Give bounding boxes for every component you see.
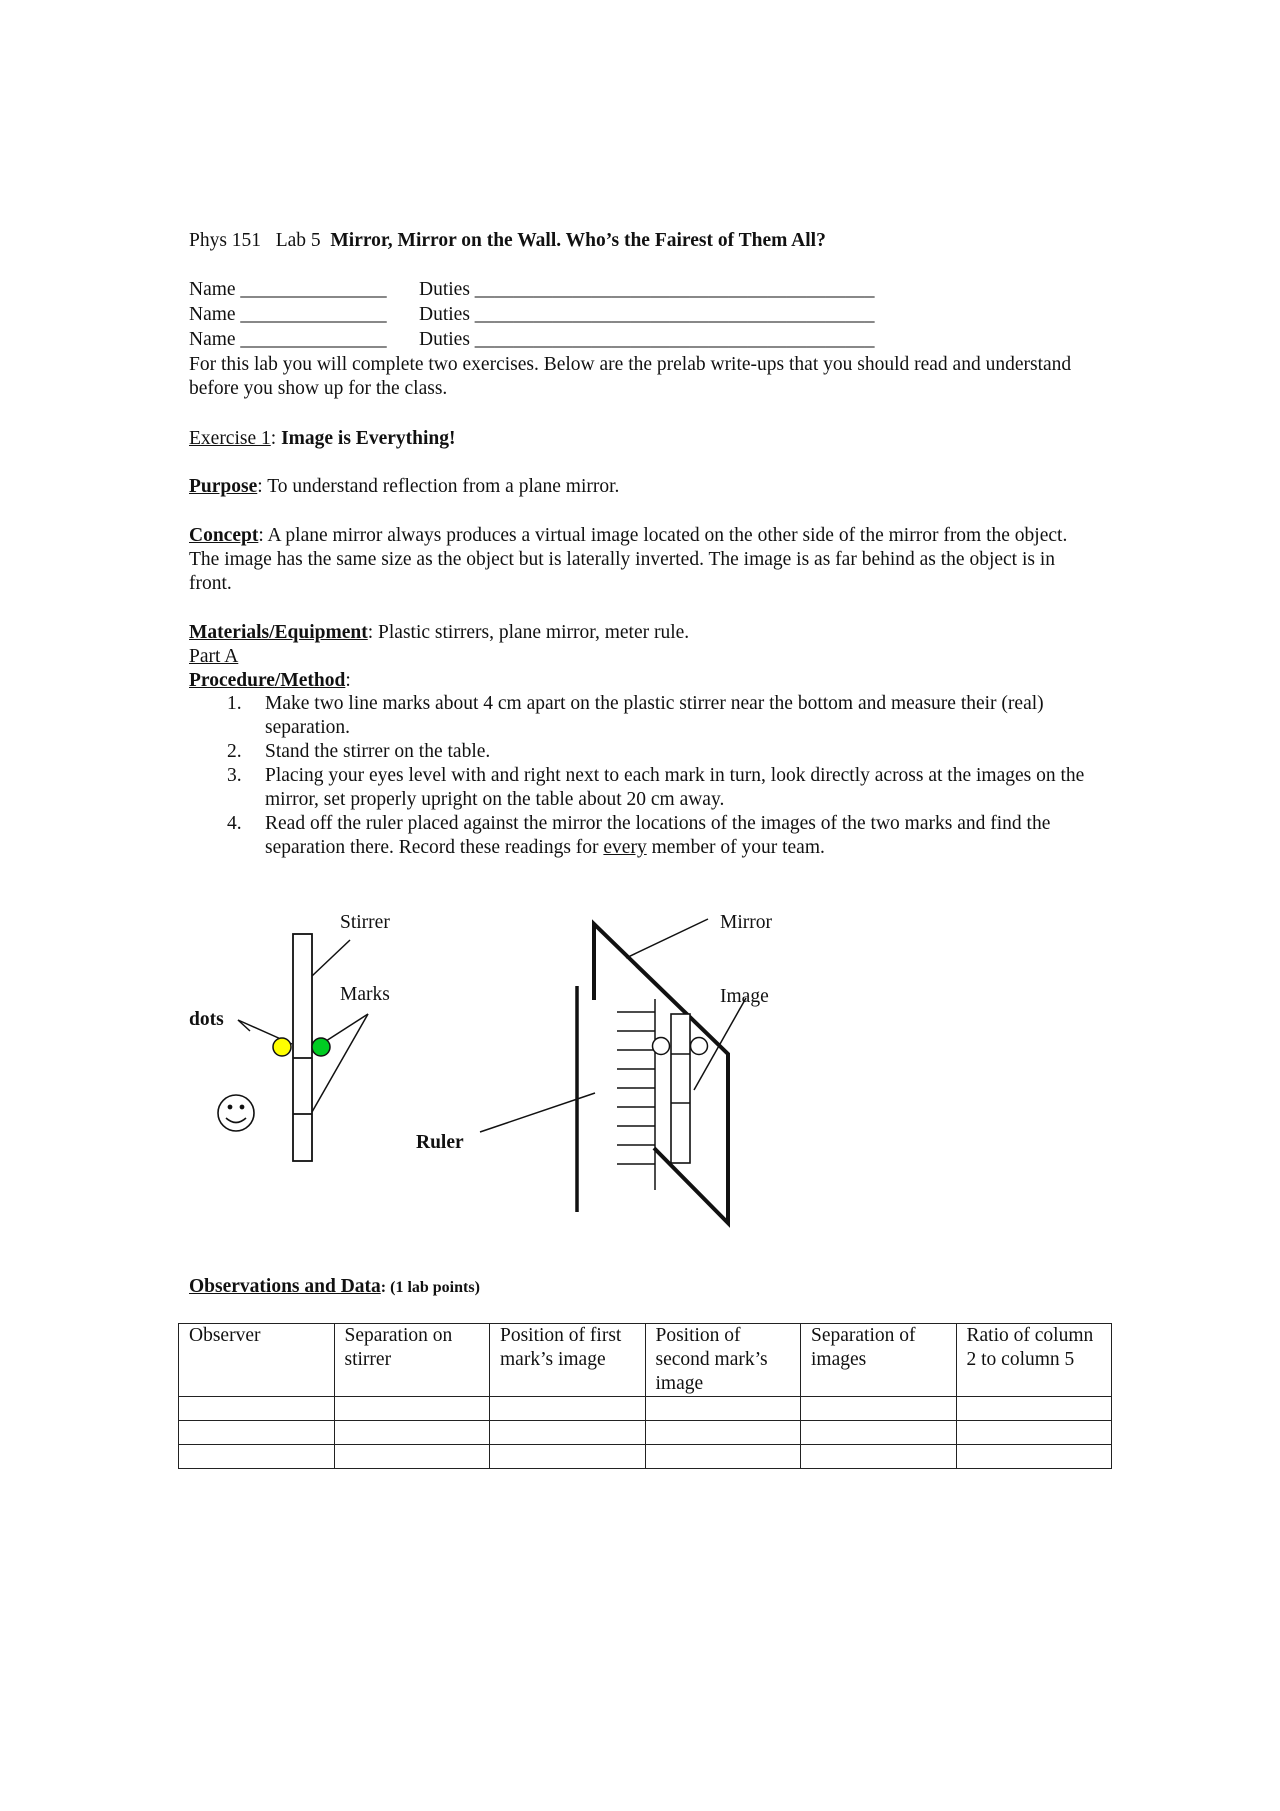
emphasis-word: every [603, 837, 647, 858]
table-cell[interactable] [179, 1445, 335, 1469]
lab-title: Mirror, Mirror on the Wall. Who’s the Fairest of Them All? [330, 230, 826, 251]
mirror-experiment-diagram [0, 880, 1280, 1240]
purpose-label: Purpose [189, 476, 258, 497]
stirrer [293, 934, 312, 1161]
column-header-separation-on-stirrer: Separation on stirrer [334, 1324, 490, 1397]
name-row-3 [189, 328, 875, 352]
procedure-steps-list [189, 692, 1099, 860]
page-header [189, 229, 826, 253]
name-field-label: Name _______________ [189, 329, 387, 350]
exercise-label: Exercise 1 [189, 428, 271, 449]
list-item [189, 764, 1099, 812]
list-item [189, 740, 1099, 764]
course-code: Phys 151 [189, 230, 262, 251]
observations-heading [189, 1275, 480, 1300]
mirror-label: Mirror [720, 912, 772, 933]
table-cell[interactable] [956, 1445, 1112, 1469]
step-number: 2. [227, 741, 242, 762]
name-row-2 [189, 303, 875, 327]
table-header-row [179, 1324, 1112, 1397]
image-dot-right [691, 1038, 708, 1055]
lab-number: Lab 5 [275, 230, 321, 251]
step-text [265, 813, 1050, 858]
step-number: 1. [227, 693, 242, 714]
purpose-text: : To understand reflection from a plane mirror. [257, 476, 620, 497]
image-label: Image [720, 986, 769, 1007]
purpose-paragraph [189, 475, 1099, 499]
table-row [179, 1445, 1112, 1469]
step-number: 3. [227, 765, 242, 786]
observations-table [178, 1323, 1112, 1469]
procedure-heading: Procedure/Method: [189, 670, 351, 691]
step-text-part: member of your team. [646, 837, 825, 858]
list-item [189, 812, 1099, 860]
procedure-label: Procedure/Method [189, 670, 346, 691]
table-cell[interactable] [179, 1397, 335, 1421]
image-dot-left [653, 1038, 670, 1055]
ruler-label: Ruler [416, 1132, 464, 1153]
ruler-ticks [617, 999, 655, 1190]
mirror-pointer-line [626, 919, 708, 958]
name-row-1 [189, 278, 875, 302]
step-text: Placing your eyes level with and right next to each mark in turn, look directly across at the images on the mirror, set properly upright on the table about 20 cm away. [265, 765, 1085, 810]
step-text-part: Read off the ruler placed against the mirror the locations of the images of the two marks and find the separation there. Record these readings for [265, 813, 1051, 858]
materials-label: Materials/Equipment [189, 622, 368, 643]
marks-label: Marks [340, 984, 390, 1005]
part-label: Part A [189, 646, 239, 667]
materials-paragraph [189, 621, 1099, 645]
table-row [179, 1421, 1112, 1445]
table-cell[interactable] [334, 1445, 490, 1469]
list-item [189, 692, 1099, 740]
name-field-label: Name _______________ [189, 304, 387, 325]
table-cell[interactable] [645, 1397, 801, 1421]
table-cell[interactable] [179, 1421, 335, 1445]
observations-label: Observations and Data [189, 1276, 381, 1297]
column-header-second-image-position: Position of second mark’s image [645, 1324, 801, 1397]
dots-label: dots [189, 1009, 224, 1030]
exercise-title: Image is Everything! [281, 428, 456, 449]
table-cell[interactable] [334, 1397, 490, 1421]
column-header-first-image-position: Position of first mark’s image [490, 1324, 646, 1397]
table-cell[interactable] [490, 1445, 646, 1469]
table-cell[interactable] [645, 1421, 801, 1445]
table-cell[interactable] [490, 1421, 646, 1445]
observations-points: : (1 lab points) [380, 1279, 480, 1296]
exercise-heading: Exercise 1: Image is Everything! [189, 428, 456, 449]
concept-text: : A plane mirror always produces a virtual image located on the other side of the mirror from the object. The image has the same size as the object but is laterally inverted. The image is as far behind as the object is in front. [189, 525, 1068, 594]
mirror-outline [594, 924, 728, 1223]
intro-paragraph: For this lab you will complete two exercises. Below are the prelab write-ups that you should read and understand before you show up for the class. [189, 354, 1072, 399]
concept-label: Concept [189, 525, 259, 546]
column-header-observer: Observer [179, 1324, 335, 1397]
image-stirrer [671, 1014, 690, 1163]
table-cell[interactable] [801, 1445, 957, 1469]
column-header-ratio: Ratio of column 2 to column 5 [956, 1324, 1112, 1397]
green-dot [312, 1038, 330, 1056]
duties-field-label: Duties _________________________________________ [419, 304, 875, 325]
duties-field-label: Duties _________________________________________ [419, 279, 875, 300]
table-cell[interactable] [801, 1397, 957, 1421]
table-cell[interactable] [645, 1445, 801, 1469]
table-cell[interactable] [334, 1421, 490, 1445]
stirrer-rod [293, 934, 312, 1161]
table-cell[interactable] [956, 1397, 1112, 1421]
yellow-dot [273, 1038, 291, 1056]
stirrer-label: Stirrer [340, 912, 390, 933]
table-cell[interactable] [956, 1421, 1112, 1445]
stirrer-pointer-line [312, 940, 350, 976]
column-header-separation-of-images: Separation of images [801, 1324, 957, 1397]
table-row [179, 1397, 1112, 1421]
name-field-label: Name _______________ [189, 279, 387, 300]
concept-paragraph [189, 524, 1099, 596]
marks-pointer-lines [312, 1014, 368, 1112]
duties-field-label: Duties _________________________________________ [419, 329, 875, 350]
table-cell[interactable] [801, 1421, 957, 1445]
step-text: Stand the stirrer on the table. [265, 741, 491, 762]
materials-text: : Plastic stirrers, plane mirror, meter rule. [367, 622, 690, 643]
step-text: Make two line marks about 4 cm apart on the plastic stirrer near the bottom and measure their (real) separation. [265, 693, 1044, 738]
step-number: 4. [227, 813, 242, 834]
table-cell[interactable] [490, 1397, 646, 1421]
smiley-face-icon [218, 1095, 254, 1131]
